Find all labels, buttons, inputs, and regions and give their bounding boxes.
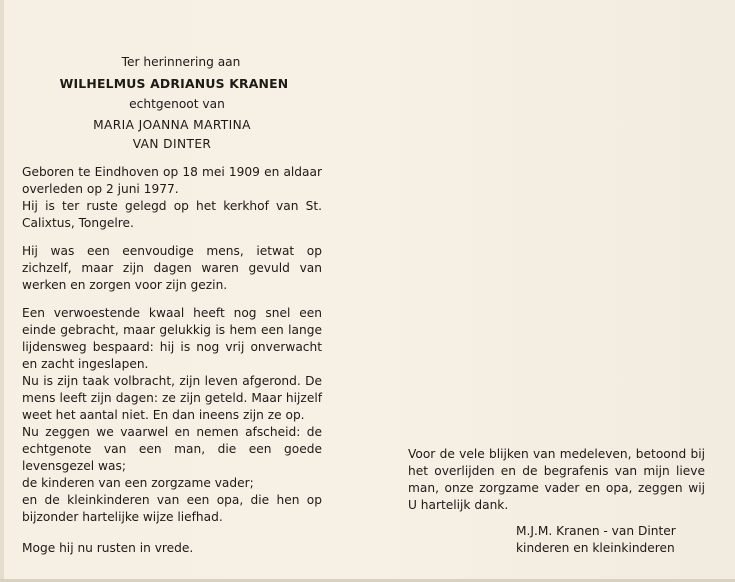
body-text bbox=[22, 164, 322, 557]
left-panel bbox=[22, 52, 322, 557]
thanks-text: Voor de vele blijken van medeleven, betoond bij het overlijden en de begrafenis van mijn lieve man, onze zorgzame vader en opa, zeggen wij U hartelijk dank. bbox=[408, 447, 705, 512]
paragraph-character: Hij was een eenvoudige mens, ietwat op zichzelf, maar zijn dagen waren gevuld van werken en zorgen voor zijn gezin. bbox=[22, 244, 322, 292]
spouse-name-line2: VAN DINTER bbox=[132, 137, 212, 151]
heading-block bbox=[22, 52, 322, 153]
paragraph-life-completed: Nu is zijn taak volbracht, zijn leven afgerond. De mens leeft zijn dagen: ze zijn geteld. Maar hijzelf weet het aantal niet. En dan ineens zijn ze op. bbox=[22, 374, 322, 422]
signature-block bbox=[516, 523, 705, 557]
signature-line-2: kinderen en kleinkinderen bbox=[516, 541, 675, 555]
card-left-edge bbox=[0, 0, 4, 582]
paragraph-burial: Hij is ter ruste gelegd op het kerkhof van St. Calixtus, Tongelre. bbox=[22, 199, 322, 230]
paragraph-birth-death: Geboren te Eindhoven op 18 mei 1909 en aldaar overleden op 2 juni 1977. bbox=[22, 165, 322, 196]
paragraph-illness: Een verwoestende kwaal heeft nog snel een einde gebracht, maar gelukkig is hem een lange lijdensweg bespaard: hij is nog vrij onverwacht en zacht ingeslapen. bbox=[22, 306, 322, 371]
intro-text: Ter herinnering aan bbox=[121, 55, 241, 69]
spouse-name-line1: MARIA JOANNA MARTINA bbox=[93, 118, 251, 132]
paragraph-children: de kinderen van een zorgzame vader; bbox=[22, 476, 254, 490]
closing-line: Moge hij nu rusten in vrede. bbox=[22, 541, 194, 555]
right-panel bbox=[408, 446, 705, 557]
relation-text: echtgenoot van bbox=[129, 97, 225, 111]
deceased-name: WILHELMUS ADRIANUS KRANEN bbox=[59, 76, 289, 91]
paragraph-farewell: Nu zeggen we vaarwel en nemen afscheid: de echtgenote van een man, die een goede levensgezel was; bbox=[22, 425, 322, 473]
paragraph-grandchildren: en de kleinkinderen van een opa, die hen op bijzonder hartelijke wijze liefhad. bbox=[22, 493, 322, 524]
signature-line-1: M.J.M. Kranen - van Dinter bbox=[516, 524, 676, 538]
